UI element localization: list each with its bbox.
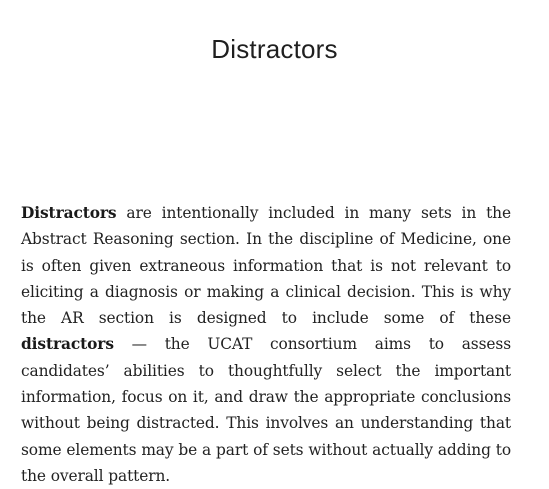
body-paragraph: [21, 200, 511, 489]
page-title: Distractors: [211, 34, 338, 64]
paragraph-text-part-1: are intentionally included in many sets in the Abstract Reasoning section. In the discipline of Medicine, one is often given extraneous information that is not relevant to eliciting a diagnosis or making a clinical decision. This is why the AR section is designed to include some of these: [21, 204, 511, 328]
term-distractors-bold: Distractors: [21, 204, 117, 222]
term-distractors-bold-inline: distractors: [21, 335, 114, 354]
paragraph-text-part-2: — the UCAT consortium aims to assess candidates’ abilities to thoughtfully select the important information, focus on it, and draw the appropriate conclusions without being distracted. This involves an understanding that some elements may be a part of sets without actually adding to the overall pattern.: [21, 335, 511, 485]
